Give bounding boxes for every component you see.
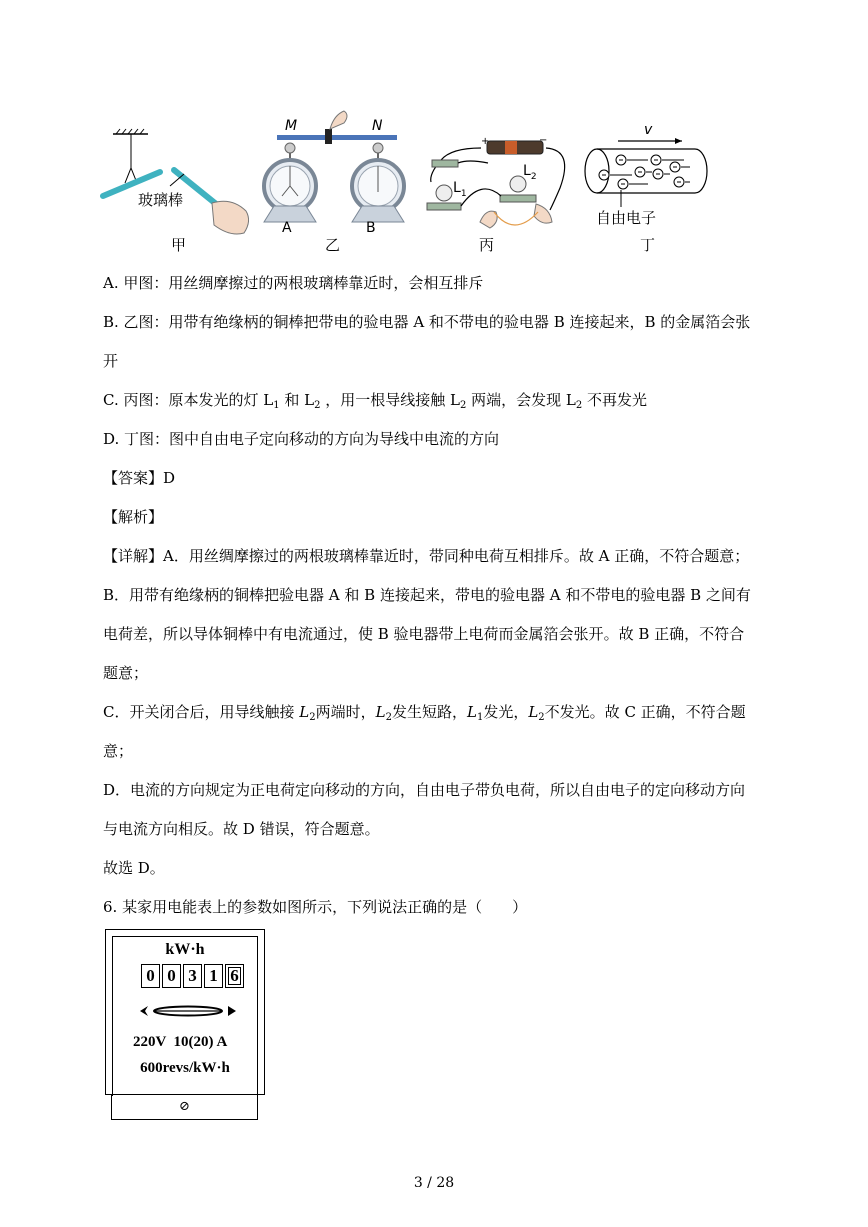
figure-strip <box>0 0 868 270</box>
meter-rotor-disc <box>138 1004 238 1018</box>
figure-ding <box>585 122 707 227</box>
option-b-line1: B. 乙图：用带有绝缘柄的铜棒把带电的验电器 A 和不带电的验电器 B 连接起来，B 的金属箔会张 <box>103 313 751 331</box>
meter-symbol-icon: ⊘ <box>179 1099 190 1114</box>
label-M: M <box>285 118 298 134</box>
detail-line-4: 题意； <box>103 664 149 682</box>
figure-yi <box>264 111 404 236</box>
detail-line-1: 【详解】A．用丝绸摩擦过的两根玻璃棒靠近时，带同种电荷互相排斥。故 A 正确，不符合题意； <box>103 547 750 565</box>
detail-line-8: 与电流方向相反。故 D 错误，符合题意。 <box>103 820 380 838</box>
question-6: 6. 某家用电能表上的参数如图所示，下列说法正确的是（ ） <box>103 898 528 916</box>
label-L1: $L_1$ <box>453 180 467 199</box>
electricity-meter <box>105 929 265 1095</box>
meter-digit: 0 <box>141 964 160 988</box>
svg-text:−: − <box>539 135 548 146</box>
velocity-label: v <box>644 122 653 138</box>
caption-yi: 乙 <box>325 236 341 254</box>
option-c: C. 丙图：原本发光的灯 $L_1$ 和 $L_2$ ，用一根导线接触 $L_2$ 两端，会发现 $L_2$ 不再发光 <box>103 391 648 411</box>
free-electron-label: 自由电子 <box>596 209 657 227</box>
meter-revs: 600revs/kW·h <box>140 1060 230 1076</box>
answer: 【答案】D <box>103 469 176 487</box>
caption-bing: 丙 <box>479 236 495 254</box>
page-number: 3 / 28 <box>413 1175 455 1191</box>
label-L2: $L_2$ <box>523 163 537 182</box>
label-B: B <box>366 220 376 236</box>
option-b-line2: 开 <box>103 352 119 370</box>
meter-base <box>111 1094 258 1120</box>
option-a: A. 甲图：用丝绸摩擦过的两根玻璃棒靠近时，会相互排斥 <box>103 274 484 292</box>
figure-bing <box>427 135 565 228</box>
detail-line-6: 意； <box>103 742 134 760</box>
caption-jia: 甲 <box>171 236 187 254</box>
figure-jia <box>103 129 249 234</box>
detail-line-7: D．电流的方向规定为正电荷定向移动的方向，自由电子带负电荷，所以自由电子的定向移动方向 <box>103 781 746 799</box>
meter-digit: 0 <box>162 964 181 988</box>
meter-digit: 1 <box>204 964 223 988</box>
meter-digit: 3 <box>183 964 202 988</box>
meter-unit: kW·h <box>165 941 205 958</box>
option-d: D. 丁图：图中自由电子定向移动的方向为导线中电流的方向 <box>103 430 500 448</box>
detail-line-3: 电荷差，所以导体铜棒中有电流通过，使 B 验电器带上电荷而金属箔会张开。故 B 正确，不符合 <box>103 625 745 643</box>
svg-text:+: + <box>481 136 490 147</box>
label-A: A <box>282 220 292 236</box>
caption-ding: 丁 <box>640 236 656 254</box>
meter-digits <box>141 964 244 988</box>
glass-rod-label: 玻璃棒 <box>138 191 184 209</box>
label-N: N <box>372 118 383 134</box>
detail-line-9: 故选 D。 <box>103 859 165 877</box>
detail-line-5: C．开关闭合后，用导线触接 $L_2$两端时，$L_2$发生短路，$L_1$发光，$L_2$不发光。故 C 正确，不符合题 <box>103 703 746 723</box>
meter-digit-decimal: 6 <box>225 964 244 988</box>
meter-rating: 220V 10(20) A <box>133 1034 228 1050</box>
analysis-heading: 【解析】 <box>103 508 164 526</box>
detail-line-2: B．用带有绝缘柄的铜棒把验电器 A 和 B 连接起来，带电的验电器 A 和不带电的验电器 B 之间有 <box>103 586 751 604</box>
meter-inner-panel <box>112 936 258 1096</box>
